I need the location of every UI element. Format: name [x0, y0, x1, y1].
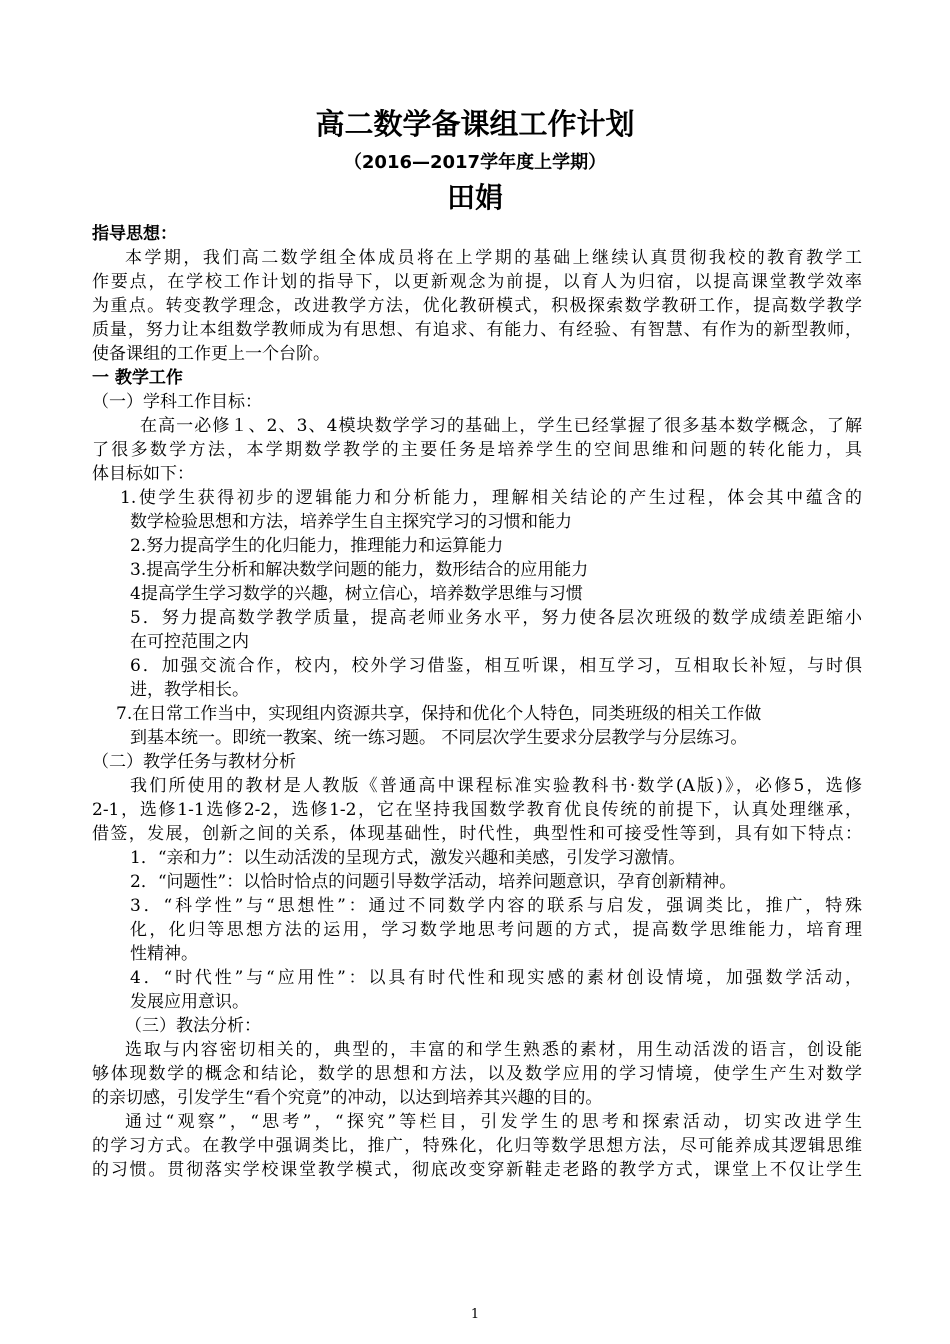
body-line: 4．“时代性”与“应用性”：以具有时代性和现实感的素材创设情境，加强数学活动，	[130, 968, 862, 988]
body-line: 选取与内容密切相关的，典型的，丰富的和学生熟悉的素材，用生动活泼的语言，创设能	[125, 1040, 862, 1060]
body-line: 性精神。	[130, 944, 198, 964]
body-line: 的亲切感，引发学生“看个究竟”的冲动，以达到培养其兴趣的目的。	[92, 1088, 603, 1108]
body-line: 5．努力提高数学教学质量，提高老师业务水平，努力使各层次班级的数学成绩差距缩小	[130, 608, 862, 628]
document-title: 高二数学备课组工作计划	[315, 107, 635, 141]
body-line: 了很多数学方法，本学期数学教学的主要任务是培养学生的空间思维和问题的转化能力，具	[92, 440, 862, 460]
body-line: 3．“科学性”与“思想性”：通过不同数学内容的联系与启发，强调类比，推广，特殊	[130, 896, 862, 916]
document-subtitle: （2016—2017学年度上学期）	[343, 152, 607, 173]
body-line: （一）学科工作目标：	[92, 392, 262, 412]
body-line: 7.在日常工作当中，实现组内资源共享，保持和优化个人特色，同类班级的相关工作做	[116, 704, 762, 724]
body-line: 2.努力提高学生的化归能力，推理能力和运算能力	[130, 536, 504, 556]
body-line: 1.使学生获得初步的逻辑能力和分析能力，理解相关结论的产生过程，体会其中蕴含的	[120, 488, 862, 508]
body-line: 发展应用意识。	[130, 992, 249, 1012]
section-heading: 指导思想：	[92, 224, 177, 244]
body-line: 1．“亲和力”：以生动活泼的呈现方式，激发兴趣和美感，引发学习激情。	[130, 848, 686, 868]
body-line: 到基本统一。即统一教案、统一练习题。 不同层次学生要求分层教学与分层练习。	[130, 728, 748, 748]
body-line: 质量，努力让本组数学教师成为有思想、有追求、有能力、有经验、有智慧、有作为的新型教师，	[92, 320, 862, 340]
body-line: 进，教学相长。	[130, 680, 249, 700]
body-line: 在高一必修１、2、3、4模块数学学习的基础上，学生已经掌握了很多基本数学概念，了解	[140, 416, 862, 436]
body-line: 化，化归等思想方法的运用，学习数学地思考问题的方式，提高数学思维能力，培育理	[130, 920, 862, 940]
body-line: 借签，发展，创新之间的关系，体现基础性，时代性，典型性和可接受性等到，具有如下特点：	[92, 824, 862, 844]
body-line: 作要点，在学校工作计划的指导下，以更新观念为前提，以育人为归宿，以提高课堂教学效率	[92, 272, 862, 292]
body-line: 我们所使用的教材是人教版《普通高中课程标准实验教科书·数学(A版)》，必修5，选修	[130, 776, 862, 796]
section-heading: 一 教学工作	[92, 368, 183, 388]
body-line: 4提高学生学习数学的兴趣，树立信心，培养数学思维与习惯	[130, 584, 583, 604]
body-line: 本学期，我们高二数学组全体成员将在上学期的基础上继续认真贯彻我校的教育教学工	[125, 248, 862, 268]
body-line: 够体现数学的概念和结论，数学的思想和方法，以及数学应用的学习情境，使学生产生对数学	[92, 1064, 862, 1084]
body-line: 2．“问题性”：以恰时恰点的问题引导数学活动，培养问题意识，孕育创新精神。	[130, 872, 737, 892]
body-line: 的学习方式。在教学中强调类比，推广，特殊化，化归等数学思想方法，尽可能养成其逻辑思维	[92, 1136, 862, 1156]
document-body	[92, 222, 862, 1182]
page-number: 1	[470, 1307, 480, 1322]
body-line: 通过“观察”，“思考”，“探究”等栏目，引发学生的思考和探索活动，切实改进学生	[125, 1112, 862, 1132]
body-line: 的习惯。贯彻落实学校课堂教学模式，彻底改变穿新鞋走老路的教学方式，课堂上不仅让学生	[92, 1160, 862, 1180]
body-line: 使备课组的工作更上一个台阶。	[92, 344, 330, 364]
body-line: 为重点。转变教学理念，改进教学方法，优化教研模式，积极探索数学教研工作，提高数学教学	[92, 296, 862, 316]
body-line: 数学检验思想和方法，培养学生自主探究学习的习惯和能力	[130, 512, 572, 532]
body-line: 在可控范围之内	[130, 632, 249, 652]
body-line: （三）教法分析：	[125, 1016, 261, 1036]
body-line: 2-1，选修1-1选修2-2，选修1-2，它在坚持我国数学教育优良传统的前提下，认真处理继承，	[92, 800, 862, 820]
body-line: 体目标如下：	[92, 464, 194, 484]
body-line: （二）教学任务与教材分析	[92, 752, 296, 772]
body-line: 3.提高学生分析和解决数学问题的能力，数形结合的应用能力	[130, 560, 589, 580]
body-line: 6．加强交流合作，校内，校外学习借鉴，相互听课，相互学习，互相取长补短，与时俱	[130, 656, 862, 676]
document-author: 田娟	[446, 181, 503, 214]
